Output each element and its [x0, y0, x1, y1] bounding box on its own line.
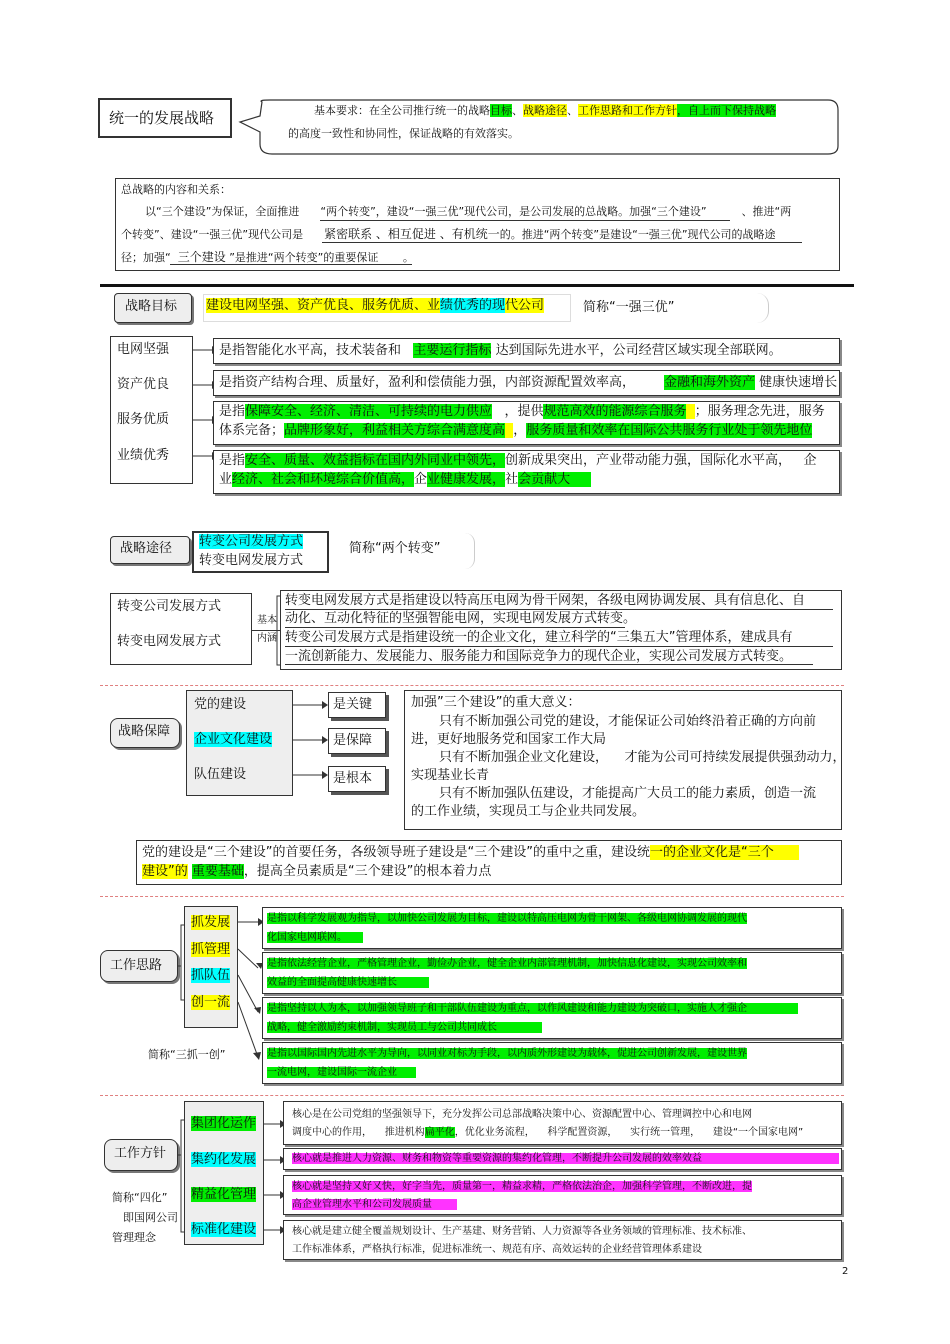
support-n1a: 党的建设是“三个建设”的首要任务，各级领导班子建设是“三个建设”的重中之重，建设统: [142, 845, 650, 860]
support-sig-3: 只有不断加强企业文化建设， 才能为公司可持续发展提供强劲动力，: [439, 750, 846, 765]
policy-item-standard: [191, 1219, 256, 1241]
goal-desc-3b: [219, 420, 812, 442]
thinking-desc-3b: [267, 1019, 542, 1036]
goal-item-grid: 电网坚强: [117, 342, 170, 357]
policy-item-lean: [191, 1184, 256, 1206]
overall-line1-rule: [320, 220, 730, 221]
goal-d4h4: 会贡献大: [518, 472, 571, 487]
page-number: 2: [842, 1266, 849, 1277]
path-desc-3: 转变公司发展方式是指建设统一的企业文化，建立科学的“三集五大”管理体系，建成具有: [285, 630, 793, 645]
req-highlight-thinking: 工作思路和工作方针: [578, 104, 677, 117]
overall-l2b: 紧密联系 、相互促进 、有机统一: [324, 227, 500, 241]
thinking-d2-pad: [397, 977, 429, 988]
req-text-3: 、: [567, 104, 578, 117]
requirement-line2: 的高度一致性和协同性，保证战略的有效落实。: [288, 127, 519, 140]
goal-banner-b: 绩优秀的现: [440, 298, 506, 313]
path-item-grid: 转变电网发展方式: [117, 634, 222, 649]
support-role-1: 是关键: [333, 697, 373, 712]
goal-desc-1: [219, 340, 782, 362]
goal-d4b: 创新成果突出，产业带动能力强，国际化水平高，: [505, 453, 792, 468]
support-sig-1: 只有不断加强公司党的建设，才能保证公司始终沿着正确的方向前: [439, 714, 817, 729]
path-opt1-text: 转变公司发展方式: [199, 534, 304, 549]
goal-d4h3: 业健康发展，: [427, 472, 506, 487]
policy-desc-3b: [292, 1196, 457, 1213]
path-alias: 简称“两个转变”: [349, 541, 441, 556]
goal-d4-tail: [570, 472, 591, 487]
thinking-d4a: 是指以国际国内先进水平为导向，以同业对标为手段，以内质外形建设为载体，促进公司创新发展，建设世界: [267, 1048, 747, 1059]
thinking-item-manage: [191, 939, 230, 961]
goal-d2h: 金融和海外资产: [663, 375, 755, 390]
thinking-desc-1a: [267, 910, 747, 927]
support-sig-4: 实现基业长青: [411, 768, 490, 783]
policy-d2-pad: [702, 1153, 839, 1164]
thinking-d2b: 效益的全面提高健康快速增长: [267, 977, 397, 988]
req-highlight-goal: 目标: [490, 104, 512, 117]
goal-d1b: 达到国际先进水平，公司经营区域实现全部联网。: [495, 343, 782, 358]
thinking-d3-pad2: [497, 1022, 542, 1033]
support-note-2: [142, 861, 491, 883]
policy-d3a: 核心就是坚持又好又快，好字当先，质量第一，精益求精，严格依法治企，加强科学管理，不断改进，提: [292, 1181, 752, 1192]
overall-line1: [145, 202, 791, 222]
goal-d3b: ，提供: [504, 404, 544, 419]
goal-d3h2: 规范高效的能源综合服务: [543, 404, 687, 419]
thinking-item-2-text: 抓管理: [191, 942, 231, 957]
overall-l1b: “两个转变”，建设“一强三优”现代公司，是公司发展的总战略。加强“三个建设”: [320, 205, 707, 218]
overall-l3d: 。: [402, 251, 414, 264]
support-item-culture-text: 企业文化建设: [194, 732, 273, 747]
thinking-label: 工作思路: [110, 958, 163, 973]
overall-line2-rule: [322, 242, 802, 243]
goal-banner-c: 代公司: [505, 298, 545, 313]
path-mid-rule: [252, 630, 280, 631]
policy-alias-1: 简称“四化”: [112, 1191, 168, 1204]
requirement-bubble: [0, 0, 950, 200]
path-desc-1: 转变电网发展方式是指建设以特高压电网为骨干网架，各级电网协调发展、具有信息化、自: [285, 593, 806, 608]
support-sig-6: 的工作业绩，实现员工与企业共同发展。: [411, 804, 646, 819]
overall-l1a: 以“三个建设”为保证，全面推进: [145, 205, 300, 218]
goal-d3h4: 服务质量和效率在国际公共服务行业处于领先地位: [526, 423, 813, 438]
thinking-desc-3a: [267, 1000, 798, 1017]
thinking-d3a: 是指坚持以人为本，以加强领导班子和干部队伍建设为重点，以作风建设和能力建设为突破口，实施人才强企: [267, 1003, 747, 1014]
goal-desc-2: [219, 372, 837, 394]
goal-d3h3: 品牌形象好，利益相关方综合满意度高: [284, 423, 506, 438]
req-highlight-path: 战略途径: [523, 104, 567, 117]
goal-label: 战略目标: [125, 299, 178, 314]
overall-l1c: 、推进“两: [741, 205, 792, 218]
overall-l2c: 的。推进“两个转变”是建设“一强三优”现代公司的战略途: [499, 228, 776, 241]
path-option-2: 转变电网发展方式: [199, 553, 304, 568]
overall-l3b: 三个建设: [177, 250, 226, 264]
path-mid-1: 基本: [257, 615, 277, 626]
thick-divider: [100, 284, 854, 287]
path-desc-4-rule: [285, 664, 813, 665]
policy-d3b: 高企业管理水平和公司发展质量: [292, 1199, 432, 1210]
overall-l3c: ”是推进“两个转变”的重要保证: [229, 251, 379, 264]
support-sig-5: 只有不断加强队伍建设，才能提高广大员工的能力素质，创造一流: [439, 786, 817, 801]
support-item-party: 党的建设: [194, 697, 247, 712]
goal-d2a: 是指资产结构合理、质量好，盈利和偿债能力强，内部资源配置效率高，: [219, 375, 636, 390]
overall-l2a: 个转变”、建设“一强三优”现代公司是: [121, 228, 304, 241]
policy-item-2-text: 集约化发展: [191, 1152, 257, 1167]
goal-d4e: 企: [414, 472, 428, 487]
overall-l3a: 径；加强“: [121, 251, 171, 264]
section-title: 统一的发展战略: [109, 109, 215, 127]
goal-d3c: ；服务理念先进，服务: [694, 404, 825, 419]
requirement-line1: [314, 101, 776, 121]
policy-d1b: 调度中心的作用， 推进机构: [292, 1127, 425, 1138]
policy-d2: 核心就是推进人力资源、财务和物资等重要资源的集约化管理，不断提升公司发展的效率效益: [292, 1153, 702, 1164]
policy-item-group: [191, 1113, 256, 1135]
policy-desc-1b: [292, 1124, 803, 1141]
goal-item-performance: 业绩优秀: [117, 448, 170, 463]
thinking-item-develop: [191, 912, 230, 934]
support-sig-title: 加强”三个建设”的重大意义：: [411, 695, 581, 710]
req-text-4: ，自上而下保持战略: [677, 104, 776, 117]
policy-d1h: 扁平化: [424, 1127, 455, 1138]
thinking-d3-pad: [747, 1003, 798, 1014]
path-desc-4: 一流创新能力、发展能力、服务能力和国际竞争力的现代企业，实现公司发展方式转变。: [285, 649, 793, 664]
thinking-item-4-text: 创一流: [191, 995, 231, 1010]
divider-3: [100, 1095, 844, 1096]
divider-2: [100, 896, 844, 897]
support-n2h2: 重要基础: [191, 864, 244, 879]
thinking-desc-4b: [267, 1064, 416, 1081]
thinking-desc-4a: [267, 1045, 747, 1062]
support-role-3: 是根本: [333, 771, 373, 786]
req-text-2: 、: [512, 104, 523, 117]
thinking-item-1-text: 抓发展: [191, 915, 231, 930]
thinking-alias: 简称“三抓一创”: [148, 1048, 226, 1061]
thinking-d1b: 化国家电网联网。: [267, 932, 347, 943]
overall-heading: 总战略的内容和关系：: [121, 183, 231, 196]
thinking-item-team: [191, 965, 230, 987]
policy-desc-1a: 核心是在公司党组的坚强领导下，充分发挥公司总部战略决策中心、资源配置中心、管理调控中心和电网: [292, 1109, 752, 1120]
goal-d4f: 社: [505, 472, 519, 487]
thinking-d4-pad: [397, 1067, 416, 1078]
thinking-item-first: [191, 992, 230, 1014]
policy-desc-4a: 核心就是建立健全覆盖规划设计、生产基建、财务营销、人力资源等各业务领域的管理标准、技术标准、: [292, 1226, 752, 1237]
goal-d3-gap: [686, 404, 694, 419]
goal-d4h1: 安全、质量、效益指标在国内外同业中领先，: [245, 453, 506, 468]
goal-d1h: 主要运行指标: [413, 343, 492, 358]
policy-d3-pad: [432, 1199, 457, 1210]
support-n1h: 一的企业文化是“三个: [649, 845, 774, 860]
goal-banner-a: 建设电网坚强、资产优良、服务优质、业: [206, 298, 441, 313]
goal-item-service: 服务优质: [117, 412, 170, 427]
goal-d4a: 是指: [219, 453, 246, 468]
thinking-desc-2b: [267, 974, 429, 991]
goal-item-asset: 资产优良: [117, 377, 170, 392]
thinking-d1-pad: [347, 932, 363, 943]
goal-d3e: ，: [513, 423, 527, 438]
path-label: 战略途径: [120, 541, 173, 556]
goal-d4d: 业: [219, 472, 233, 487]
policy-desc-3a: [292, 1178, 752, 1195]
thinking-desc-1b: [267, 929, 363, 946]
thinking-d3b: 战略，健全激励约束机制，实现员工与公司共同成长: [267, 1022, 497, 1033]
support-n2b: ，提高全员素质是“三个建设”的根本着力点: [243, 864, 492, 879]
goal-d3d: 体系完备；: [219, 423, 285, 438]
thinking-d2a: 是指依法经营企业，严格管理企业，勤俭办企业，健全企业内部管理机制，加快信息化建设，实现公司效率和: [267, 958, 747, 969]
policy-alias-2: 即国网公司: [123, 1211, 178, 1224]
goal-d3h1: 保障安全、经济、清洁、可持续的电力供应: [245, 404, 493, 419]
thinking-item-3-text: 抓队伍: [191, 968, 231, 983]
policy-label: 工作方针: [114, 1146, 167, 1161]
goal-banner: [206, 295, 544, 317]
policy-item-1-text: 集团化运作: [191, 1116, 257, 1131]
thinking-d4b: 一流电网，建设国际一流企业: [267, 1067, 397, 1078]
support-role-2: 是保障: [333, 733, 373, 748]
overall-line3-rule: [170, 264, 412, 265]
goal-desc-4b: [219, 469, 591, 491]
support-sig-2: 进，更好地服务党和国家工作大局: [411, 732, 607, 747]
path-desc-2: 动化、互动化特征的坚强智能电网，实现电网发展方式转变。: [285, 611, 637, 626]
support-n2h1: 建设”的: [142, 864, 188, 879]
support-label: 战略保障: [118, 724, 171, 739]
policy-desc-4b: 工作标准体系，严格执行标准，促进标准统一、规范有序、高效运转的企业经营管理体系建设: [292, 1244, 702, 1255]
goal-d3a: 是指: [219, 404, 246, 419]
thinking-desc-2a: [267, 955, 747, 972]
support-item-team: 队伍建设: [194, 767, 247, 782]
path-mid-2: 内涵: [257, 633, 277, 644]
goal-d4h2: 经济、社会和环境综合价值高，: [232, 472, 415, 487]
policy-item-intensive: [191, 1149, 256, 1171]
policy-alias-3: 管理理念: [112, 1231, 156, 1244]
support-item-culture: [194, 729, 272, 751]
thinking-d1a: 是指以科学发展观为指导，以加快公司发展为目标，建设以特高压电网为骨干网架、各级电网协调发展的现代: [267, 913, 747, 924]
policy-d1c: ，优化业务流程， 科学配置资源， 实行统一管理， 建设“一个国家电网”: [454, 1127, 804, 1138]
policy-desc-2: [292, 1150, 839, 1167]
goal-alias: 简称“一强三优”: [583, 300, 675, 315]
goal-d1a: 是指智能化水平高，技术装备和: [219, 343, 402, 358]
goal-d4c: 企: [803, 453, 817, 468]
support-n1-pad: [774, 845, 799, 860]
policy-item-4-text: 标准化建设: [191, 1222, 257, 1237]
goal-d2b: 健康快速增长: [759, 375, 838, 390]
req-text-1: 基本要求：在全公司推行统一的战略: [314, 104, 490, 117]
divider-1: [100, 685, 844, 686]
policy-item-3-text: 精益化管理: [191, 1187, 257, 1202]
path-item-company: 转变公司发展方式: [117, 599, 222, 614]
